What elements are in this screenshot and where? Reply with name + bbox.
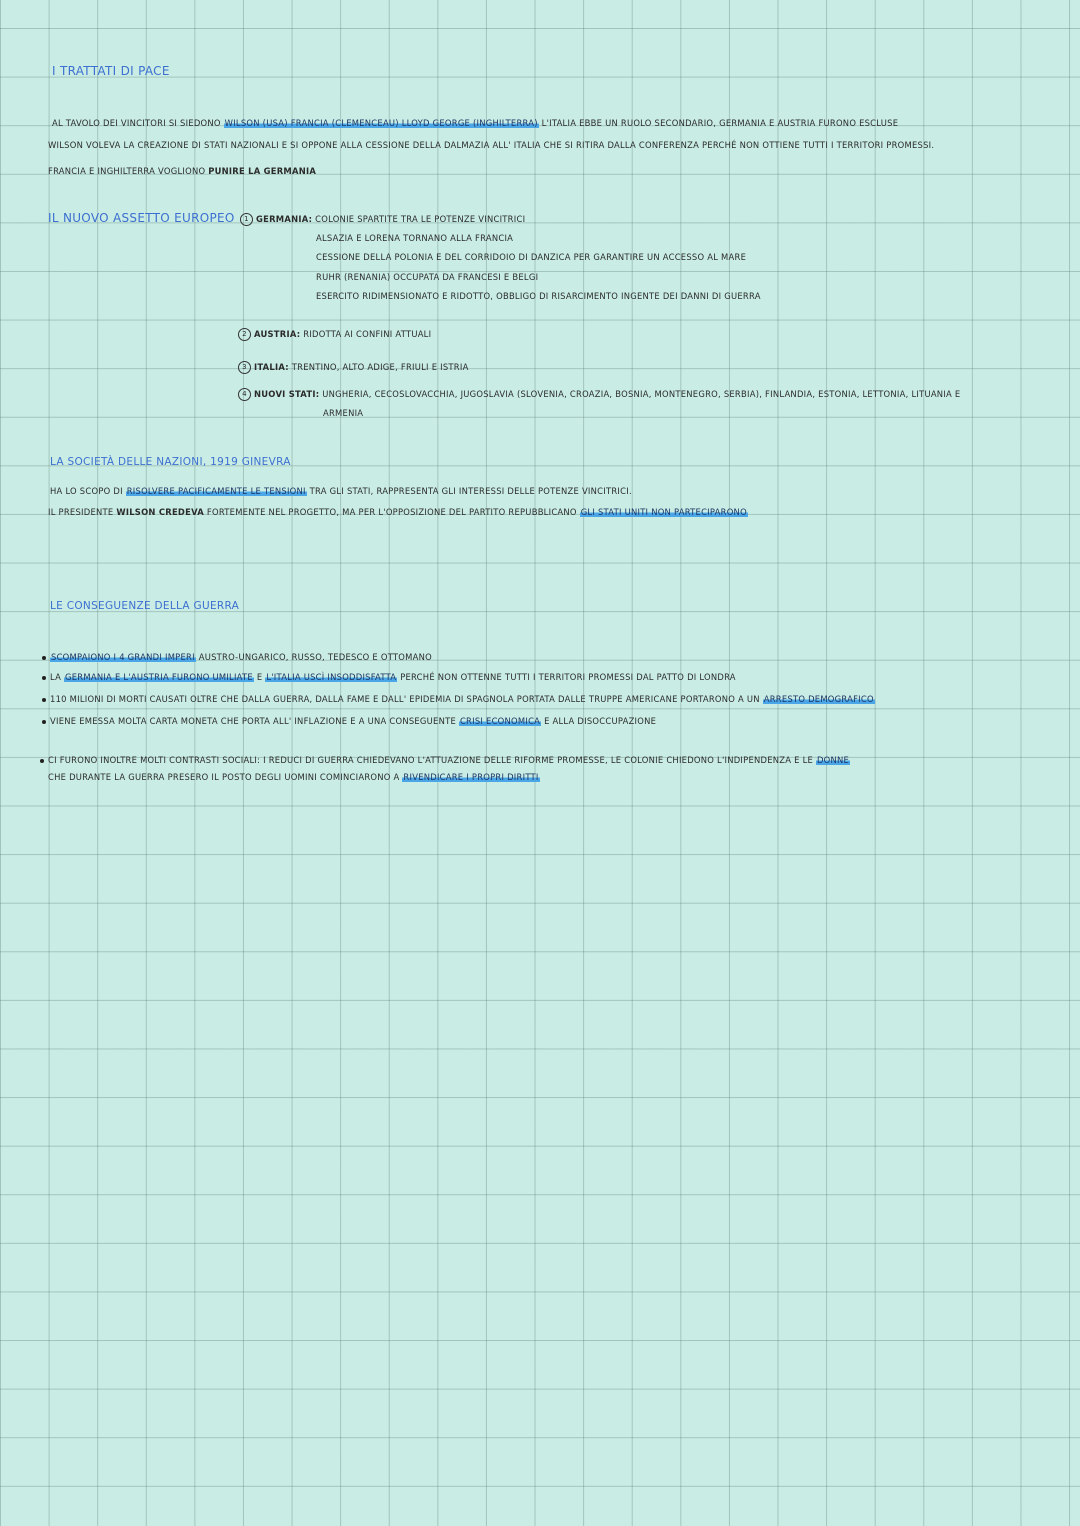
title-nuovo-assetto-europeo: IL NUOVO ASSETTO EUROPEO — [48, 211, 235, 225]
text: COLONIE SPARTITE TRA LE POTENZE VINCITRICI — [315, 214, 526, 224]
bullet-icon — [42, 698, 46, 702]
list-item-sub: ALSAZIA E LORENA TORNANO ALLA FRANCIA — [316, 233, 514, 243]
label: AUSTRIA: — [254, 329, 301, 339]
paragraph-line — [48, 507, 748, 517]
text: LA — [50, 672, 62, 682]
paragraph-line — [50, 486, 632, 496]
highlighted-text: DONNE — [816, 755, 850, 765]
title-trattati-di-pace: I TRATTATI DI PACE — [52, 64, 170, 78]
list-item-nuovi-stati — [238, 388, 960, 401]
text: PERCHÉ NON OTTENNE TUTTI I TERRITORI PROMESSI DAL PATTO DI LONDRA — [400, 672, 736, 682]
list-item-germania — [240, 213, 525, 226]
highlighted-text: GERMANIA E L'AUSTRIA FURONO UMILIATE — [65, 672, 253, 682]
text: CHE DURANTE LA GUERRA PRESERO IL POSTO DEGLI UOMINI COMINCIARONO A — [48, 772, 400, 782]
list-item-italia — [238, 361, 469, 374]
bold-text: WILSON CREDEVA — [116, 507, 204, 517]
list-item-austria — [238, 328, 431, 341]
bullet-item-continuation — [48, 772, 540, 782]
paragraph-line — [52, 118, 898, 128]
list-item-sub: CESSIONE DELLA POLONIA E DEL CORRIDOIO DI DANZICA PER GARANTIRE UN ACCESSO AL MARE — [316, 252, 747, 262]
text: AUSTRO-UNGARICO, RUSSO, TEDESCO E OTTOMANO — [198, 652, 432, 662]
list-item-sub: RUHR (RENANIA) OCCUPATA DA FRANCESI E BELGI — [316, 272, 539, 282]
text: IL PRESIDENTE — [48, 507, 114, 517]
bullet-icon — [42, 720, 46, 724]
text: 110 MILIONI DI MORTI CAUSATI OLTRE CHE DALLA GUERRA, DALLA FAME E DALL' EPIDEMIA DI SPAGNOLA PORTATA DALLE TRUPPE AMERICANE PORTARONO A UN — [50, 694, 760, 704]
text: TRA GLI STATI, RAPPRESENTA GLI INTERESSI DELLE POTENZE VINCITRICI. — [309, 486, 632, 496]
highlighted-text: GLI STATI UNITI NON PARTECIPARONO — [580, 507, 747, 517]
number-badge: 2 — [238, 328, 251, 341]
text: HA LO SCOPO DI — [50, 486, 123, 496]
highlighted-text: SCOMPAIONO I 4 GRANDI IMPERI — [51, 652, 195, 662]
bold-text: PUNIRE LA GERMANIA — [208, 166, 317, 176]
paragraph-line: WILSON VOLEVA LA CREAZIONE DI STATI NAZIONALI E SI OPPONE ALLA CESSIONE DELLA DALMAZIA ALL' ITALIA CHE SI RITIRA DALLA CONFERENZA PERCHÉ NON OTTIENE TUTTI I TERRITORI PROMESSI. — [48, 140, 935, 150]
text: TRENTINO, ALTO ADIGE, FRIULI E ISTRIA — [291, 362, 469, 372]
text: E — [256, 672, 263, 682]
text: FRANCIA E INGHILTERRA VOGLIONO — [48, 166, 206, 176]
bullet-item — [42, 716, 656, 726]
bullet-icon — [42, 656, 46, 660]
bullet-icon — [42, 676, 46, 680]
text: VIENE EMESSA MOLTA CARTA MONETA CHE PORTA ALL' INFLAZIONE E A UNA CONSEGUENTE — [50, 716, 457, 726]
highlighted-text: RIVENDICARE I PROPRI DIRITTI — [403, 772, 539, 782]
number-badge: 3 — [238, 361, 251, 374]
highlighted-text: CRISI ECONOMICA — [459, 716, 541, 726]
highlighted-text: ARRESTO DEMOGRAFICO — [763, 694, 874, 704]
label: ITALIA: — [254, 362, 289, 372]
list-item-sub: ESERCITO RIDIMENSIONATO E RIDOTTO, OBBLIGO DI RISARCIMENTO INGENTE DEI DANNI DI GUERRA — [316, 291, 761, 301]
title-conseguenze-della-guerra: LE CONSEGUENZE DELLA GUERRA — [50, 600, 240, 612]
number-badge: 1 — [240, 213, 253, 226]
text: E ALLA DISOCCUPAZIONE — [544, 716, 657, 726]
bullet-item — [40, 755, 850, 765]
list-item-sub: ARMENIA — [323, 408, 364, 418]
label: NUOVI STATI: — [254, 389, 320, 399]
bullet-icon — [40, 759, 44, 763]
text: UNGHERIA, CECOSLOVACCHIA, JUGOSLAVIA (SLOVENIA, CROAZIA, BOSNIA, MONTENEGRO, SERBIA), FINLANDIA, ESTONIA, LETTONIA, LITUANIA E — [322, 389, 961, 399]
text: CI FURONO INOLTRE MOLTI CONTRASTI SOCIALI: I REDUCI DI GUERRA CHIEDEVANO L'ATTUAZIONE DELLE RIFORME PROMESSE, LE COLONIE CHIEDONO L'INDIPENDENZA E LE — [48, 755, 814, 765]
bullet-item — [42, 672, 736, 682]
number-badge: 4 — [238, 388, 251, 401]
bullet-item — [42, 694, 875, 704]
highlighted-text: WILSON (USA) FRANCIA (CLEMENCEAU) LLOYD GEORGE (INGHILTERRA) — [224, 118, 538, 128]
highlighted-text: L'ITALIA USCÌ INSODDISFATTA — [266, 672, 397, 682]
paragraph-line — [48, 166, 316, 176]
bullet-item — [42, 652, 432, 662]
text: L'ITALIA EBBE UN RUOLO SECONDARIO, GERMANIA E AUSTRIA FURONO ESCLUSE — [541, 118, 899, 128]
text: RIDOTTA AI CONFINI ATTUALI — [303, 329, 432, 339]
label: GERMANIA: — [256, 214, 313, 224]
text: AL TAVOLO DEI VINCITORI SI SIEDONO — [52, 118, 221, 128]
highlighted-text: RISOLVERE PACIFICAMENTE LE TENSIONI — [126, 486, 306, 496]
title-societa-delle-nazioni: LA SOCIETÀ DELLE NAZIONI, 1919 GINEVRA — [50, 456, 291, 468]
text: FORTEMENTE NEL PROGETTO, MA PER L'OPPOSIZIONE DEL PARTITO REPUBBLICANO — [206, 507, 577, 517]
